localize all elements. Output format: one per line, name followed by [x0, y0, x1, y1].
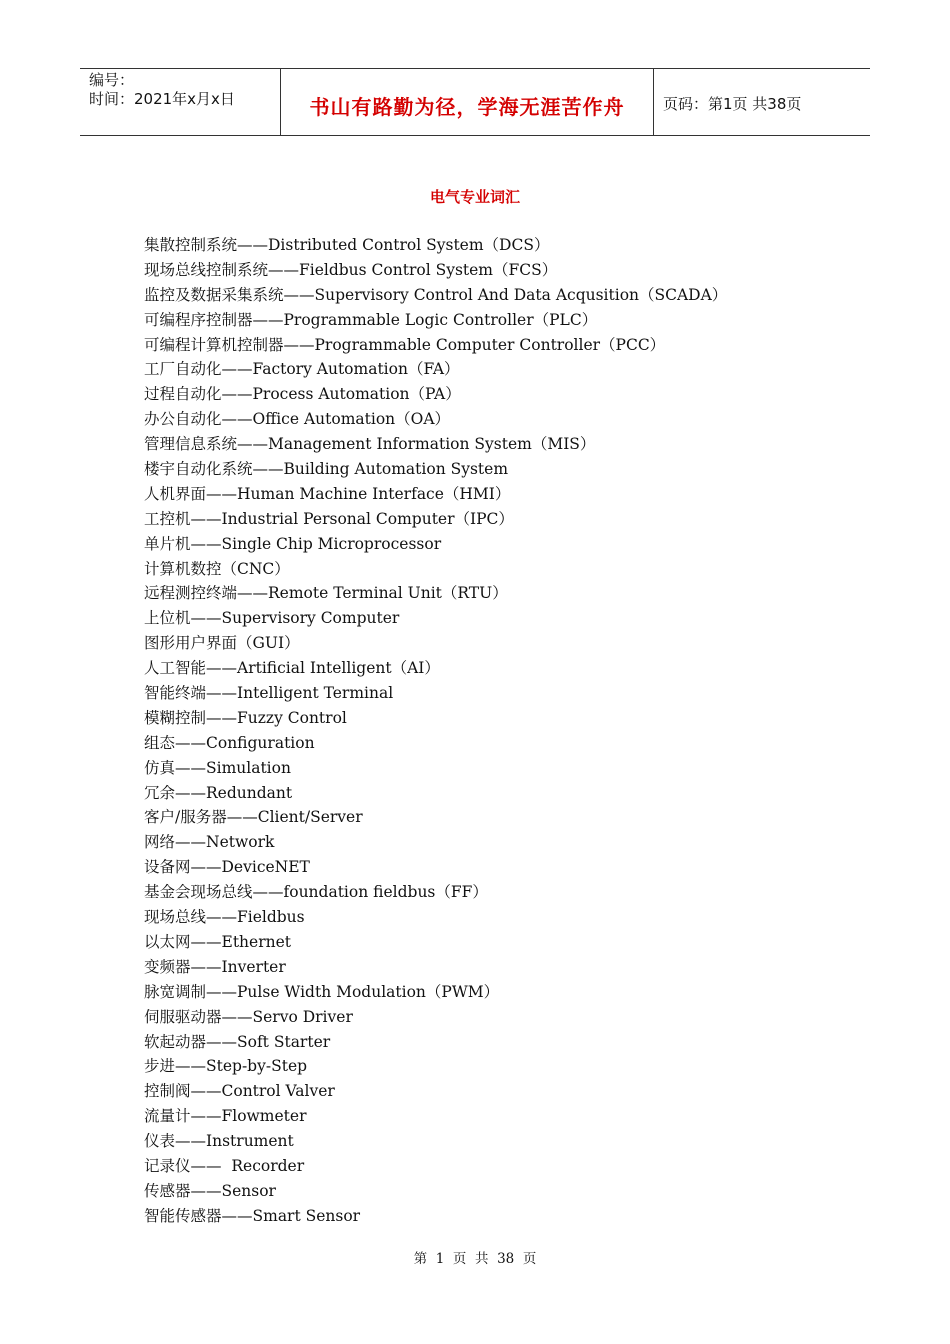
number-label: 编号：	[89, 71, 135, 89]
header-motto-cell	[281, 69, 654, 135]
term-item: 办公自动化——Office Automation（OA）	[144, 410, 451, 429]
term-item: 上位机——Supervisory Computer	[144, 609, 400, 628]
term-item: 远程测控终端——Remote Terminal Unit（RTU）	[144, 584, 508, 603]
motto-text: 书山有路勤为径，学海无涯苦作舟	[309, 94, 625, 119]
term-item: 基金会现场总线——foundation fieldbus（FF）	[144, 883, 488, 902]
term-item: 计算机数控（CNC）	[144, 559, 290, 578]
term-item: 变频器——Inverter	[144, 957, 286, 976]
term-item: 图形用户界面（GUI）	[144, 634, 300, 653]
term-item: 可编程计算机控制器——Programmable Computer Controller（PCC）	[144, 335, 666, 354]
term-item: 组态——Configuration	[144, 733, 315, 752]
document-header	[80, 68, 870, 136]
term-item: 现场总线——Fieldbus	[144, 908, 305, 927]
term-item: 记录仪—— Recorder	[144, 1156, 305, 1175]
term-item: 模糊控制——Fuzzy Control	[144, 708, 347, 727]
term-item: 人机界面——Human Machine Interface（HMI）	[144, 484, 511, 503]
document-title: 电气专业词汇	[429, 188, 520, 206]
term-item: 冗余——Redundant	[144, 783, 293, 802]
term-item: 智能终端——Intelligent Terminal	[144, 684, 394, 703]
term-item: 伺服驱动器——Servo Driver	[144, 1007, 353, 1026]
term-item: 可编程序控制器——Programmable Logic Controller（PLC）	[144, 310, 598, 329]
header-page-cell	[654, 69, 870, 135]
term-item: 客户/服务器——Client/Server	[144, 808, 363, 827]
term-item: 工控机——Industrial Personal Computer（IPC）	[144, 509, 514, 528]
term-item: 以太网——Ethernet	[144, 932, 291, 951]
term-item: 仪表——Instrument	[144, 1132, 294, 1151]
term-item: 人工智能——Artificial Intelligent（AI）	[144, 659, 440, 678]
term-list	[144, 233, 727, 1229]
page-footer: 第 1 页 共 38 页	[413, 1251, 537, 1267]
term-item: 仿真——Simulation	[144, 758, 291, 777]
term-item: 智能传感器——Smart Sensor	[144, 1206, 361, 1225]
term-item: 集散控制系统——Distributed Control System（DCS）	[144, 236, 550, 254]
header-meta-cell	[80, 69, 281, 135]
term-item: 过程自动化——Process Automation（PA）	[144, 385, 461, 404]
time-label: 时间：2021年x月x日	[89, 90, 235, 108]
term-item: 脉宽调制——Pulse Width Modulation（PWM）	[144, 982, 500, 1001]
term-item: 网络——Network	[144, 833, 275, 852]
term-item: 工厂自动化——Factory Automation（FA）	[144, 360, 460, 379]
term-item: 传感器——Sensor	[144, 1181, 276, 1200]
header-page-info: 页码：第1页 共38页	[663, 94, 802, 113]
term-item: 现场总线控制系统——Fieldbus Control System（FCS）	[144, 260, 558, 279]
term-item: 楼宇自动化系统——Building Automation System	[144, 460, 509, 479]
term-item: 监控及数据采集系统——Supervisory Control And Data Acqusition（SCADA）	[144, 285, 728, 304]
term-item: 设备网——DeviceNET	[144, 858, 310, 877]
term-item: 软起动器——Soft Starter	[144, 1032, 331, 1051]
term-item: 单片机——Single Chip Microprocessor	[144, 534, 442, 553]
term-item: 步进——Step-by-Step	[144, 1057, 308, 1076]
term-item: 控制阀——Control Valver	[144, 1082, 335, 1101]
term-item: 流量计——Flowmeter	[144, 1107, 307, 1126]
term-item: 管理信息系统——Management Information System（MIS）	[144, 435, 596, 454]
